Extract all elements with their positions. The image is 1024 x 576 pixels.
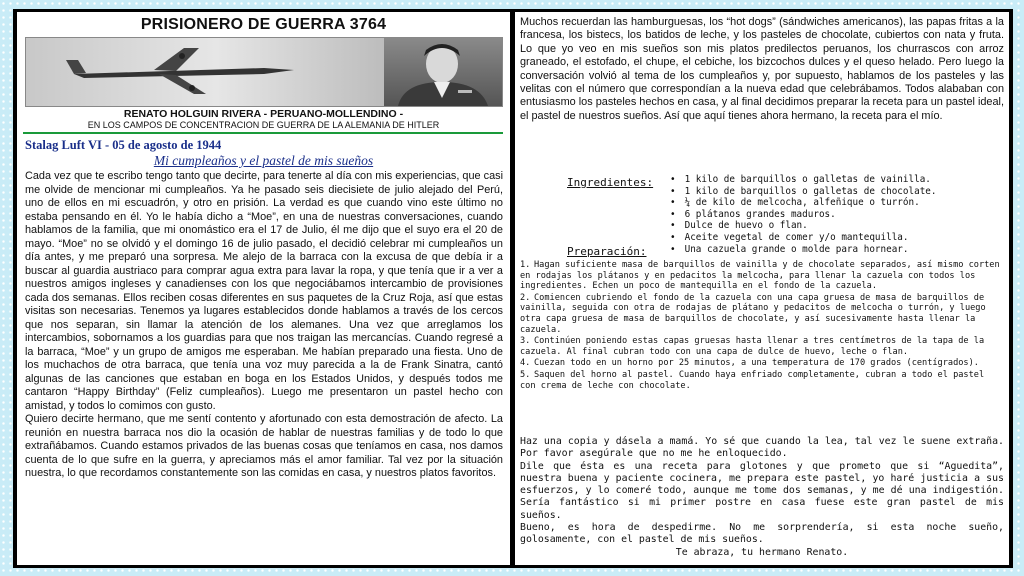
letter-body-left (25, 170, 503, 481)
list-item: • Aceite vegetal de comer y/o mantequilla. (670, 232, 1000, 244)
signoff: Te abraza, tu hermano Renato. (675, 546, 849, 558)
right-column (515, 12, 1009, 565)
list-item: • 1 kilo de barquillos o galletas de vainilla. (670, 174, 1000, 186)
list-item: • Una cazuela grande o molde para hornear. (670, 244, 1000, 256)
left-column (17, 12, 510, 565)
page-frame (13, 9, 1013, 568)
divider-line (23, 132, 503, 134)
letter-body-right (520, 16, 1004, 123)
list-item: • ¼ de kilo de melcocha, alfeñique o turrón. (670, 197, 1000, 209)
paragraph: Haz una copia y dásela a mamá. Yo sé que cuando la lea, tal vez le suene extraña. Por favor asegúrale que no me he enloquecido. (520, 436, 1004, 460)
list-item: 5. Saquen del horno al pastel. Cuando haya enfriado completamente, cubran a todo el pastel con crema de leche con chocolate. (520, 369, 985, 391)
list-item: • 1 kilo de barquillos o galletas de chocolate. (670, 186, 1000, 198)
paragraph: Quiero decirte hermano, que me sentí contento y afortunado con esta demostración de afecto. La reunión en nuestra barraca nos dio la ocasión de hablar de nuestras familias y de todo lo que extrañábamos. Cuando estamos privados de las buenas cosas que teníamos en casa, nos damos cuenta de lo que sufre en la guerra, y apreciamos más el amor familiar. Tal vez por la situación nuestra, lo que recordamos constantemente son las comidas en casa, y nuestros platos favoritos. (25, 413, 503, 479)
paragraph: Bueno, es hora de despedirme. No me sorprendería, si esta noche sueño, golosamente, con el pastel de mis sueños. (520, 522, 1004, 546)
header-photo-banner (25, 37, 503, 107)
ingredients-heading: Ingredientes: (567, 176, 654, 189)
paragraph: Cada vez que te escribo tengo tanto que decirte, para tenerte al día con mis experiencias, que casi me olvide de mencionar mi cumpleaños. Ya he pasado seis diecisiete de julio alejado del Perú, uno de ellos en mi escuadrón, y otro en prisión. La verdad es que cuando vino este último no estaba pensando en él. Yo le había dicho a “Moe”, en una de nuestras conversaciones, cuando hablamos de la familia, que mi onomástico era el 17 de Julio, él me dijo que el suyo era el 20 de mayo. “Moe” no se olvidó y el domingo 16 de julio pasado, el decidió celebrar mi cumpleaños un día antes, y me preparó una sorpresa. Me alejo de la barraca con la excusa de que debía ir a buscar al guardia austriaco para comprar agua extra para lavar la ropa, y que tenía que ir a ver a nuestros amigos ingleses y canadienses con los que negociábamos intercambio de provisiones cada dos semanas. Ellos reciben cosas diferentes en sus paquetes de la Cruz Roja, así que estas visitas son necesarias. Tenemos ya lugares establecidos donde hablamos a través de los cercos que nos separan, sin llamar la atención de los alemanes. Una vez que arreglamos los intercambios, sobornamos a los guardias para que nos traigan las mercancías. Cuando regresé a la barraca, “Moe” y un grupo de amigos me esperaban. Me habían preparado una fiesta. Uno de los muchachos de otra barraca, que tenía una voz muy parecida a la de Frank Sinatra, cantó algunas de las canciones que estaban en boga en los Estados Unidos, y después todos me cantaron “Happy Birthday” (Feliz cumpleaños). Luego me presentaron un pastel hecho con amistad, y todos lo comimos con gusto. (25, 170, 503, 412)
ingredients-list (670, 174, 1000, 255)
letter-dateline: Stalag Luft VI - 05 de agosto de 1944 (25, 138, 222, 152)
paragraph: Dile que ésta es una receta para glotones y que prometo que si “Aguedita”, nuestra buena y paciente cocinera, me prepara este pastel, yo haré justicia a sus esfuerzos, y lo comeré todo, aunque me tome dos semanas, y me dé una indigestión. Sería fantástico si mi primer postre en casa fuese este gran pastel de mis sueños. (520, 460, 1004, 521)
letter-closing (520, 436, 1004, 559)
list-item: • Dulce de huevo o flan. (670, 220, 1000, 232)
list-item: 3. Continúen poniendo estas capas gruesas hasta llenar a tres centímetros de la tapa de la cazuela. Al final cubran todo con una capa de dulce de huevo, leche o flan. (520, 336, 985, 357)
author-byline: RENATO HOLGUIN RIVERA - PERUANO-MOLLENDINO - (123, 108, 404, 120)
list-item: • 6 plátanos grandes maduros. (670, 209, 1000, 221)
list-item: 1. Hagan suficiente masa de barquillos de vainilla y de chocolate separados, así mismo corten en rodajas los plátanos y en pedacitos la melcocha, para llenar la cazuela con todos los ingredientes. Echen un poco de mantequilla en el fondo de la cazuela. (520, 260, 1000, 292)
letter-subtitle: Mi cumpleaños y el pastel de mis sueños (153, 153, 374, 168)
soldier-portrait-image (384, 38, 502, 106)
preparation-heading: Preparación: (567, 245, 647, 258)
preparation-steps (520, 260, 1003, 392)
list-item: 2. Comiencen cubriendo el fondo de la cazuela con una capa gruesa de masa de barquillos de vainilla, seguida con otra de rodajas de plátano y pedacitos de melcocha o turrón, y luego otra capa gruesa de masa de barquillos de chocolate, y así sucesivamente hasta llenar la cazuela. (520, 292, 986, 335)
author-subline: EN LOS CAMPOS DE CONCENTRACION DE GUERRA DE LA ALEMANIA DE HITLER (87, 120, 440, 130)
list-item: 4. Cuezan todo en un horno por 25 minutos, a una temperatura de 170 grados (centígrados). (520, 358, 979, 369)
bomber-plane-image (64, 46, 304, 96)
paragraph: Muchos recuerdan las hamburguesas, los “hot dogs” (sándwiches americanos), las papas fritas a la francesa, los bistecs, los batidos de leche, y los pasteles de chocolate, cubiertos con nata y fruta. Lo que yo veo en mis sueños son mis platos predilectos peruanos, los churrascos con arroz graneado, el estofado, el chupe, el cebiche, los bizcochos dulces y el queso helado. Pero luego la conversación volvió al tema de los cumpleaños y, por supuesto, hablamos de los pasteles y las velitas con el número que correspondían a la nueva edad que celebrábamos. Todos alababan con entusiasmo los pasteles hechos en casa, y al final decidimos preparar la receta para un pastel ideal, el pastel de nuestros sueños. Así que aquí tienes ahora hermano, la receta para el mío. (520, 16, 1004, 122)
page-title: PRISIONERO DE GUERRA 3764 (140, 16, 387, 33)
